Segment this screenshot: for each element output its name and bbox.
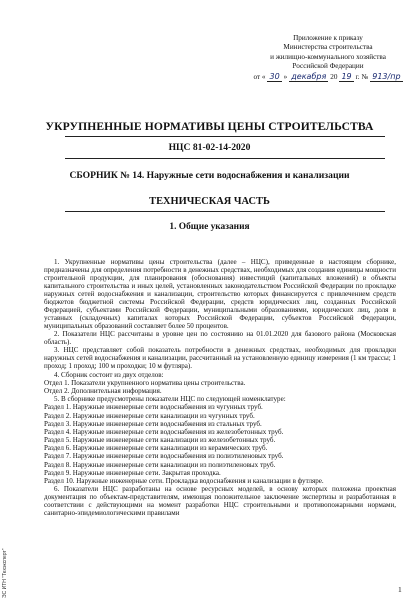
document-body — [44, 258, 396, 517]
paragraph: 3. НЦС представляет собой показатель потребности в денежных средствах, необходимых для прокладки наружных сетей водоснабжения и канализации, рассчитанный на установленную единицу измерения (1 км трассы; 1 проход; 1 проход; 100 м проходки; 10 м футляра). — [44, 346, 396, 371]
order-number: 913/пр — [372, 71, 401, 81]
section-item: Раздел 8. Наружные инженерные сети канализации из полиэтиленовых труб. — [44, 460, 276, 469]
section-item: Раздел 10. Наружные инженерные сети. Прокладка водоснабжения и канализации в футляре. — [44, 477, 324, 485]
paragraph: 4. Сборник состоит из двух отделов: — [54, 370, 164, 379]
paragraph: 2. Показатели НЦС рассчитаны в уровне цен по состоянию на 01.01.2020 для базового района (Московская область). — [44, 330, 396, 347]
section-item: Раздел 9. Наружные инженерные сети. Закрытая проходка. — [44, 468, 221, 477]
section-item: Раздел 5. Наружные инженерные сети канализации из железобетонных труб. — [44, 436, 276, 445]
section-item: Раздел 6. Наружные инженерные сети канализации из керамических труб. — [44, 444, 268, 453]
section-item: Раздел 7. Наружные инженерные сети водоснабжения из полиэтиленовых труб. — [44, 452, 284, 461]
approval-line: Российской Федерации — [292, 62, 364, 71]
approval-block — [244, 34, 412, 82]
section-item: Раздел 4. Наружные инженерные сети водоснабжения из железобетонных труб. — [44, 427, 284, 436]
date-year-suffix: г. № — [355, 72, 369, 81]
paragraph: 6. Показатели НЦС разработаны на основе ресурсных моделей, в основу которых положена проектная документация по объектам-представителям, имеющая положительное заключение экспертизы и разработанная в соответствии с действующими на момент разработки НЦС строительными и противопожарными нормами, санитарно-эпидемиологическими правилами — [44, 485, 396, 518]
approval-line: и жилищно-коммунального хозяйства — [270, 52, 386, 61]
paragraph: 5. В сборнике предусмотрены показатели НЦС по следующей номенклатуре: — [54, 395, 286, 404]
collection-title: СБОРНИК № 14. Наружные сети водоснабжения и канализации — [69, 170, 350, 181]
document-title: УКРУПНЕННЫЕ НОРМАТИВЫ ЦЕНЫ СТРОИТЕЛЬСТВА — [45, 120, 374, 133]
approval-date — [244, 72, 412, 82]
section-item: Раздел 1. Наружные инженерные сети водоснабжения из чугунных труб. — [44, 403, 263, 412]
department-item: Отдел 2. Дополнительная информация. — [44, 386, 162, 395]
page-number: 1 — [398, 585, 402, 594]
title-rule — [65, 136, 385, 137]
side-label-text: ЭС ИТН "Техэксперт" — [2, 548, 8, 598]
date-middle: » — [283, 72, 288, 81]
date-month: декабря — [291, 71, 327, 81]
date-year-prefix: 20 — [330, 72, 338, 81]
date-year: 19 — [341, 71, 352, 81]
paragraph: 1. Укрупненные нормативы цены строительства (далее – НЦС), приведенные в настоящем сборнике, предназначены для определения потребности в денежных средствах, необходимых для создания единицы мощности строительной продукции, для планирования (обоснования) инвестиций (капитальных вложений) в объекты капитального строительства и иных целей, установленных законодательством Российской Федерации по прокладке наружных сетей водоснабжения и канализации, строительство которых финансируется с привлечением средств бюджетов бюджетной системы Российской Федерации, средств юридических лиц, созданных Российской Федерацией, субъектами Российской Федерации, муниципальными образованиями, юридических лиц, доля в уставных (складочных) капиталах которых Российской Федерации, субъектов Российской Федерации, муниципальных образований составляет более 50 процентов. — [44, 258, 396, 330]
ncs-code: НЦС 81-02-14-2020 — [168, 142, 251, 153]
technical-part-heading: ТЕХНИЧЕСКАЯ ЧАСТЬ — [149, 196, 270, 207]
section-heading: 1. Общие указания — [169, 222, 250, 232]
side-label — [2, 548, 12, 598]
code-rule — [65, 158, 385, 159]
technical-rule — [65, 211, 385, 212]
section-item: Раздел 3. Наружные инженерные сети водоснабжения из стальных труб. — [44, 419, 262, 428]
date-prefix: от « — [253, 72, 266, 81]
date-day: 30 — [269, 71, 280, 81]
department-item: Отдел 1. Показатели укрупненного норматива цены строительства. — [44, 378, 246, 387]
approval-line: Министерства строительства — [283, 43, 373, 52]
approval-line: Приложение к приказу — [293, 34, 363, 42]
section-item: Раздел 2. Наружные инженерные сети канализации из чугунных труб. — [44, 411, 255, 420]
